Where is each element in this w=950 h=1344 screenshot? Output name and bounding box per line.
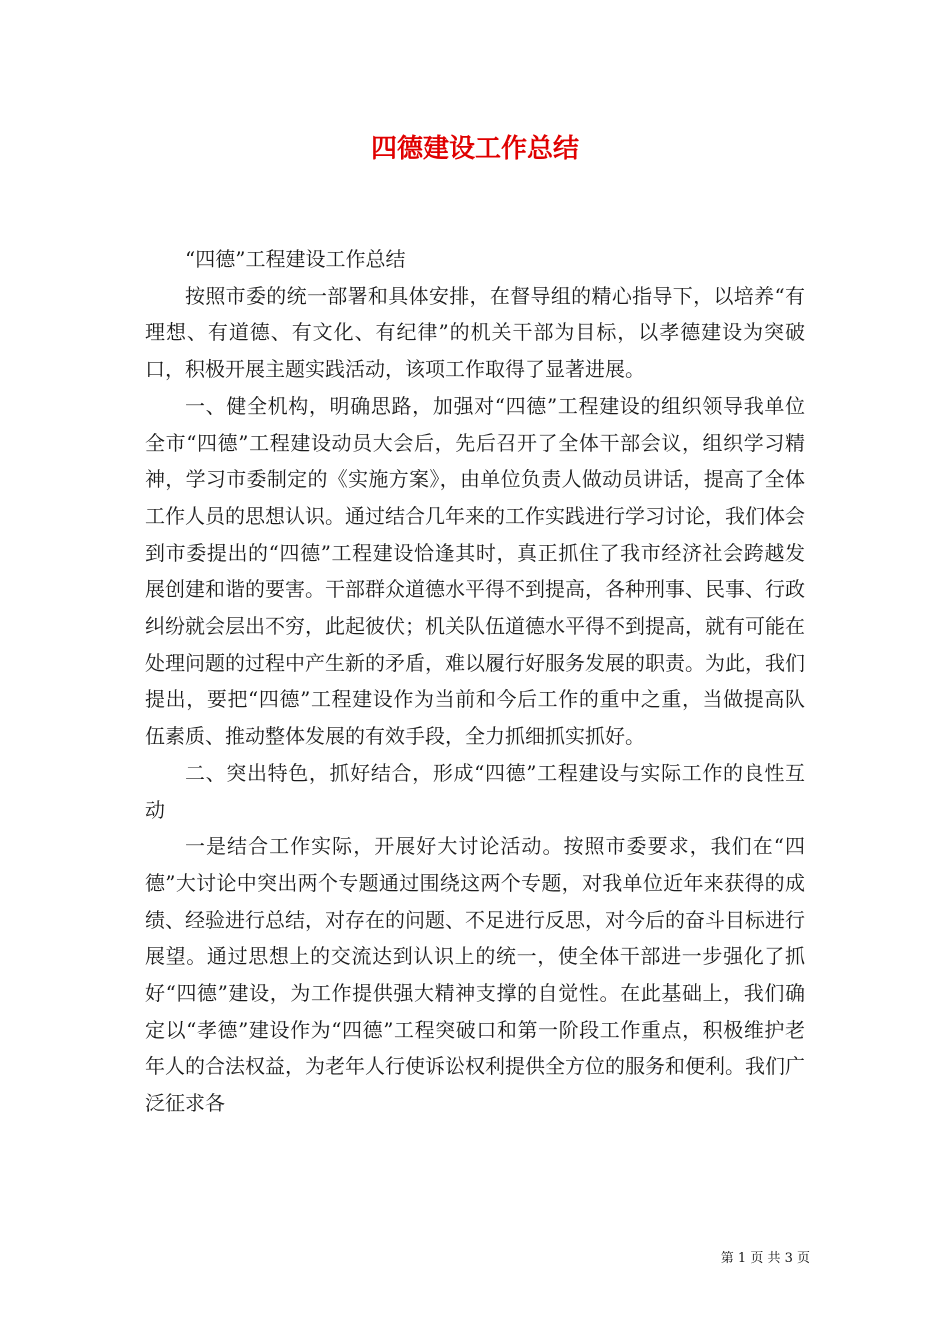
document-body [145,241,805,1122]
paragraph-section-two-body: 一是结合工作实际，开展好大讨论活动。按照市委要求，我们在“四德”大讨论中突出两个专题通过围绕这两个专题，对我单位近年来获得的成绩、经验进行总结，对存在的问题、不足进行反思，对今后的奋斗目标进行展望。通过思想上的交流达到认识上的统一，使全体干部进一步强化了抓好“四德”建设，为工作提供强大精神支撑的自觉性。在此基础上，我们确定以“孝德”建设作为“四德”工程突破口和第一阶段工作重点，积极维护老年人的合法权益，为老年人行使诉讼权利提供全方位的服务和便利。我们广泛征求各 [145,834,805,1116]
paragraph-intro: 按照市委的统一部署和具体安排，在督导组的精心指导下，以培养“有理想、有道德、有文化、有纪律”的机关干部为目标，以孝德建设为突破口，积极开展主题实践活动，该项工作取得了显著进展。 [145,283,805,382]
paragraph-section-two-heading: 二、突出特色，抓好结合，形成“四德”工程建设与实际工作的良性互动 [145,760,805,822]
page-number-footer: 第 1 页 共 3 页 [720,1251,810,1266]
page-title: 四德建设工作总结 [370,134,579,164]
paragraph-section-one: 一、健全机构，明确思路，加强对“四德”工程建设的组织领导我单位全市“四德”工程建设动员大会后，先后召开了全体干部会议，组织学习精神，学习市委制定的《实施方案》，由单位负责人做动员讲话，提高了全体工作人员的思想认识。通过结合几年来的工作实践进行学习讨论，我们体会到市委提出的“四德”工程建设恰逢其时，真正抓住了我市经济社会跨越发展创建和谐的要害。干部群众道德水平得不到提高，各种刑事、民事、行政纠纷就会层出不穷，此起彼伏；机关队伍道德水平得不到提高，就有可能在处理问题的过程中产生新的矛盾，难以履行好服务发展的职责。为此，我们提出，要把“四德”工程建设作为当前和今后工作的重中之重，当做提高队伍素质、推动整体发展的有效手段，全力抓细抓实抓好。 [145,393,805,749]
document-subtitle: “四德”工程建设工作总结 [185,247,406,271]
